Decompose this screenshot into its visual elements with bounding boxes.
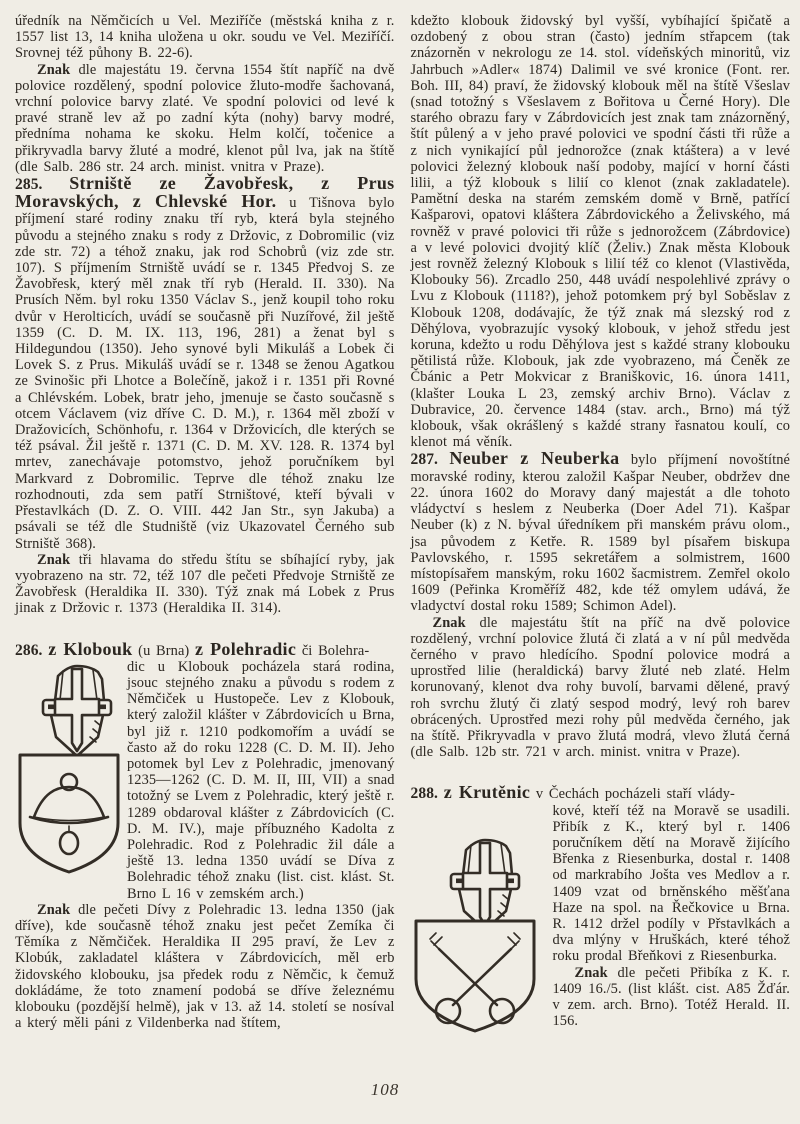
article-288-text-block [553,803,791,1035]
article-286-title-polehradic: z Polehradic [195,638,297,659]
shield-icon [416,921,534,1031]
article-286 [15,638,395,902]
znak-neuberk-text: dle majestátu štít na příč na dvě polovice rozdělený, vrchní polovice žlutá či zlatá a v ní půl medvěda černého v pravo hledícího. Spodní polovice modrá a uprostřed lilie (heraldická) barvy žluté neb zlaté. Helm korunovaný, klenot dva rohy buvolí, barvami dělené, pravý roh svrchu žlutý či zlatý sespod modrý, levý roh barev obrácených. Uprostřed mezi rohy půl medvěda černého, jak na štítě. Přikryvadla v pravo žlutá modrá, vlevo žlutá černá (dle Salb. 12b str. 721 v arch. minist. vnitra v Praze). [410,614,790,761]
znak-lead-word: Znak [37,551,71,568]
great-helm-icon [43,666,111,756]
paragraph-znak-pribik [553,965,791,1030]
article-288-heading-rest: v Čechách pocházeli staří vlády- [535,786,735,803]
article-288-text: kové, kteří též na Moravě se usadili. Přibík z K., který byl r. 1406 poručníkem dětí na Moravě žijícího Břenka z Riesenburka, dostal r. 1408 od markrabího Jošta ves Medlov a r. 1409 vzat od brněnského měšťana Haze na spol. na Řečkovice u Brna. R. 1412 držel podíly v Přstavlkách a dva mlýny v Hruškách, které téhož roku prodal Břeňkovi z Riesenburka. [552,802,790,965]
article-287 [411,450,791,614]
paragraph-znak-neuberk [411,615,791,761]
krutenic-arms-illustration [411,803,553,1035]
shield-icon [20,755,118,872]
article-287-number: 287. [410,451,439,469]
znak-tri-ryby-text: tři hlavama do středu štítu se sbíhající ryby, jak vyobrazeno na str. 72, též 107 dle pečeti Předvoje Strniště ze Žavobřesk (Heraldika II. 330). Týž znak má Lobek z Prus jinak z Držovic r. 1373 (Heraldika II. 314). [15,551,395,617]
paragraph-continuation-286: kdežto klobouk židovský byl vyšší, vybíhající špičatě a ozdobený z obou stran (často) jedním střapcem (tak znázorněn v nekrologu ze 14. stol. vídeňských minoritů, viz Jahrbuch »Adler« 1874) Dalimil ve své kronice (Font. rer. Boh. III, 84) praví, že židovský klobouk měl na štítě Všeslav (snad totožný s Všeslavem z Bořitova u Černé Hory). Dle starého obrazu fary v Zábrdovicích jest znak tam znázorněný, štít půlený a v jeho pravé polovici ve spodní části tři růže a z nich vynikající půl jednorožce (znak ktáštera) a v levé polovici železný klobouk naší podoby, mající v horní části lilii, a týž klobouk s lilií co klenot (znak zakladatele). Pamětní deska na starém zemském domě v Brně, patřící Kašparovi, opatovi kláštera Zábrdovického a Želivského, má rovněž v pravé polovici tři růže s jednorožcem (Zábrdovice) a v levé polovici dvojitý klíč (Želiv.) Znak města Klobouk jest rovněž železný Klobouk s lilií též co klenot (Vlastivěda, Klobouky 56). Zrcadlo 250, 448 uvádí nespolehlivé zprávy o Lvu z Klobouk (1118?), jehož potomkem prý byl Soběslav z Klobouk 1208, dodávajíc, že týž znak má slezský rod z Děhýlova, vyobrazujíc vysoký klobouk, v jehož středu jest koruna, kdežto u rodu Děhýlova jest s každé strany klobouku pětilistá růže. Klobouk, jak zde vyobrazeno, má Čeněk ze Čbánic a Petr Mokvicar z Braniškovic, 16. února 1411, (klašter Louka L 23, zemský archiv Brno). Václav z Dubravice, 20. července 1484 (stav. arch., Brno) má týž klobouk, však okrášlený s každé strany řasnatou koulí, co klenot má věník. [410,13,790,451]
coat-of-arms-klobouk-svg [15,659,123,877]
article-288-number: 288. [410,785,439,803]
article-285-number: 285. [15,176,43,194]
page-number: 108 [370,1080,400,1099]
znak-lead-word: Znak [574,964,608,981]
article-288-title: z Krutěnic [443,782,531,803]
article-286-u-brna: (u Brna) [138,642,190,659]
znak-majestat-1554-text: dle majestátu 19. června 1554 štít napříč na dvě polovice rozdělený, spodní polovice žluto-modře šachovaná, vrchní polovice barvy zlaté. Ve spodní polovici od levé k pravé straně lev až po zadní kýta (nohy) barvy modré, předníma nohama ke skoku. Helm kolčí, točenice a přikryvadla barvy žluté a modré, klenot půl lva, jak na štítě (dle Salb. 286 str. 24 arch. minist. vnitra v Praze). [15,61,395,175]
article-288 [411,784,791,1034]
article-286-text: dic u Klobouk pocházela stará rodina, jsouc stejného znaku a původu s rodem z Němčiček u Hustopeče. Lev z Klobouk, který založil klášter v Zábrdovicích u Brna, byl již r. 1210 podkomořím a uvádí se často až do roku 1228 (C. D. M. II). Jeho potomek byl Lev z Polehradic, jmenovaný 1235—1262 (C. D. M. II, III, VII) a snad totožný se Lvem z Polehradic, který ještě r. 1289 obdaroval klášter z Zábrdovicích (C. D. M. IV.), maje příbuzného Kadolta z Polehradic. Rod z Polehradic žil dále a ještě 13. ledna 1350 uvádí se Díva z Bolehradic téhož znaku (list. cist. klást. St. Brno L 16 v zemském arch.) [127,658,395,902]
znak-lead-word: Znak [37,61,71,78]
klobouk-arms-illustration [15,659,127,902]
article-286-figure-row [15,659,395,902]
paragraph-continuation-284: úředník na Němčicích u Vel. Meziříče (městská kniha z r. 1557 list 13, 14 kniha uložena u okr. soudu ve Vel. Meziříčí. Srovnej též půhony B. 22-6). [15,13,395,62]
coat-of-arms-krutenic-svg [411,835,543,1035]
znak-pecet-divy-text: dle pečeti Dívy z Polehradic 13. ledna 1350 (jak dříve), kde současně téhož znaku jest pečet Zemíka či Těmíka z Němčiček. Heraldika II 295 praví, že Lev z Klobúk, zakladatel kláštera v Zábrdovicích, měl erb židovského klobouku, jsa předek rodu z Němčic, k čemuž dokládáme, že toto znamení podobá se dříve železnému klobouku (pozdější helmě), jak v 13. až 14. století se nosíval a který měli páni z Vildenberka nad štítem, [15,901,395,1032]
great-helm-icon [451,840,519,930]
paragraph-znak-majestat-1554 [15,62,395,175]
znak-pribik-text: dle pečeti Přibíka z K. r. 1409 16./5. (list klášt. cist. A85 Žďár. v zem. arch. Brno). Totéž Herald. II. 156. [552,964,790,1030]
article-287-text: bylo příjmení novoštítné moravské rodiny, kterou založil Kašpar Neuber, obdržev dne 22. února 1602 do Moravy daný majestát a dle tohoto vládyctví s heslem z Neuberka (Doer Adel 71). Kašpar Neuber (k) z N. býval úředníkem při manském právu olom., jsa původem z Ketře. R. 1589 byl písařem biskupa Pavlovského, r. 1595 sekretářem a solmistrem, 1600 místopísařem manským, roku 1602 šacmistrem. Zemřel okolo 1609 (Peřinka Kroměříž 482, kde též omylem udává, že vladyctví dostal roku 1589; Schimon Adel). [410,452,791,615]
paragraph-znak-pecet-divy [15,902,395,1032]
paragraph-znak-tri-ryby [15,552,395,617]
article-286-title-klobouk: z Klobouk [48,638,133,659]
article-286-heading [15,638,395,659]
right-column [411,13,791,1035]
article-286-number: 286. [15,641,43,659]
znak-lead-word: Znak [432,614,466,631]
left-column [15,13,395,1035]
article-288-heading [411,784,791,802]
znak-lead-word: Znak [37,901,71,918]
article-287-title: Neuber z Neuberka [449,448,620,469]
article-286-heading-rest: či Bolehra- [301,642,370,659]
article-285-title: Strniště ze Žavobřesk, z Prus Moravských, z Chlevské Hor. [15,173,395,212]
article-285-text: u Tišnova bylo příjmení staré rodiny znaku tří ryb, která byla stejného původu a stejného znaku s rody z Držovic, z Dobromilic (viz zde str. 72) a téhož znaku, jak rod Schobrů (viz zde str. 107). S příjmením Strniště uvádí se r. 1345 Předvoj S. ze Žavobřesk, který měl znak tří ryb (Herald. II. 330). Na Prusích Něm. byl roku 1350 Václav S., jenž koupil toho roku dvůr v Herolticích, uvádí se současně při Nuzířové, žil ještě 1359 (C. D. M. IX. 113, 196, 281) a ženat byl s Hildegundou (1350). Jeho synové byli Mikuláš a Lobek či Lovek S. z Prus. Mikuláš uvádí se r. 1348 se ženou Agatkou ze Svinošic při Lhotce a Bolečíně, jakož i r. 1351 při Rovné a Chlévském. Lobek, bratr jeho, jmenuje se často současně s otcem Václavem (viz dříve C. D. M.), r. 1364 měl zboží v Dražovicích, Schönhofu, r. 1364 v Držovicích, dle kterých se též psával. Žil ještě r. 1371 (C. D. M. XV. 128. R. 1374 byl mrtev, zanechávaje potomstvo, jehož poručníkem byl Markvard z Dobromilic. Teprve dle téhož znaku lze rozhodnouti, zda sem patří Strništové, kteří bývali v Přestavlkách (D. Z. O. VIII. 442 Jan Str., syn Jakuba) a psávali se též dle Studniště (viz Ukazovatel Černého sub Strniště 368). [15,195,395,552]
article-285 [15,175,395,552]
article-288-figure-row [411,803,791,1035]
